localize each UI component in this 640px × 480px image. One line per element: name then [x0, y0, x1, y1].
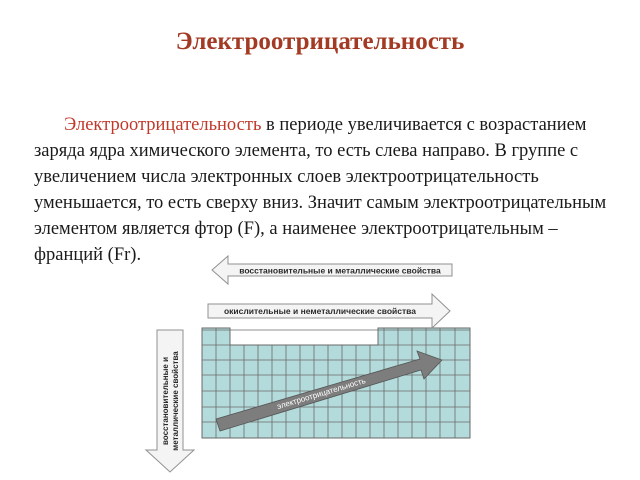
left-arrow [212, 256, 452, 284]
down-arrow-label-line2: металлические свойства [171, 351, 180, 451]
highlight-term: Электроотрицательность [64, 115, 262, 135]
right-arrow [208, 294, 450, 328]
slide-title: Электроотрицательность [175, 28, 465, 55]
right-arrow-label: окислительные и неметаллические свойства [223, 306, 417, 316]
left-arrow-label: восстановительные и металлические свойства [239, 265, 441, 276]
electronegativity-label: электроотрицательность [275, 376, 367, 412]
down-arrow-label-line1: восстановительные и [161, 356, 170, 446]
paragraph-text: в периоде увеличивается с возрастанием заряда ядра химического элемента, то есть слева направо. В группе с увеличением числа электронных слоев электроотрицательность уменьшается, то есть сверху вниз. Значит самым электроотрицательным элементом является фтор (F), а наименее электроотрицательным – франций (Fr). [34, 115, 607, 265]
down-arrow [146, 330, 194, 472]
